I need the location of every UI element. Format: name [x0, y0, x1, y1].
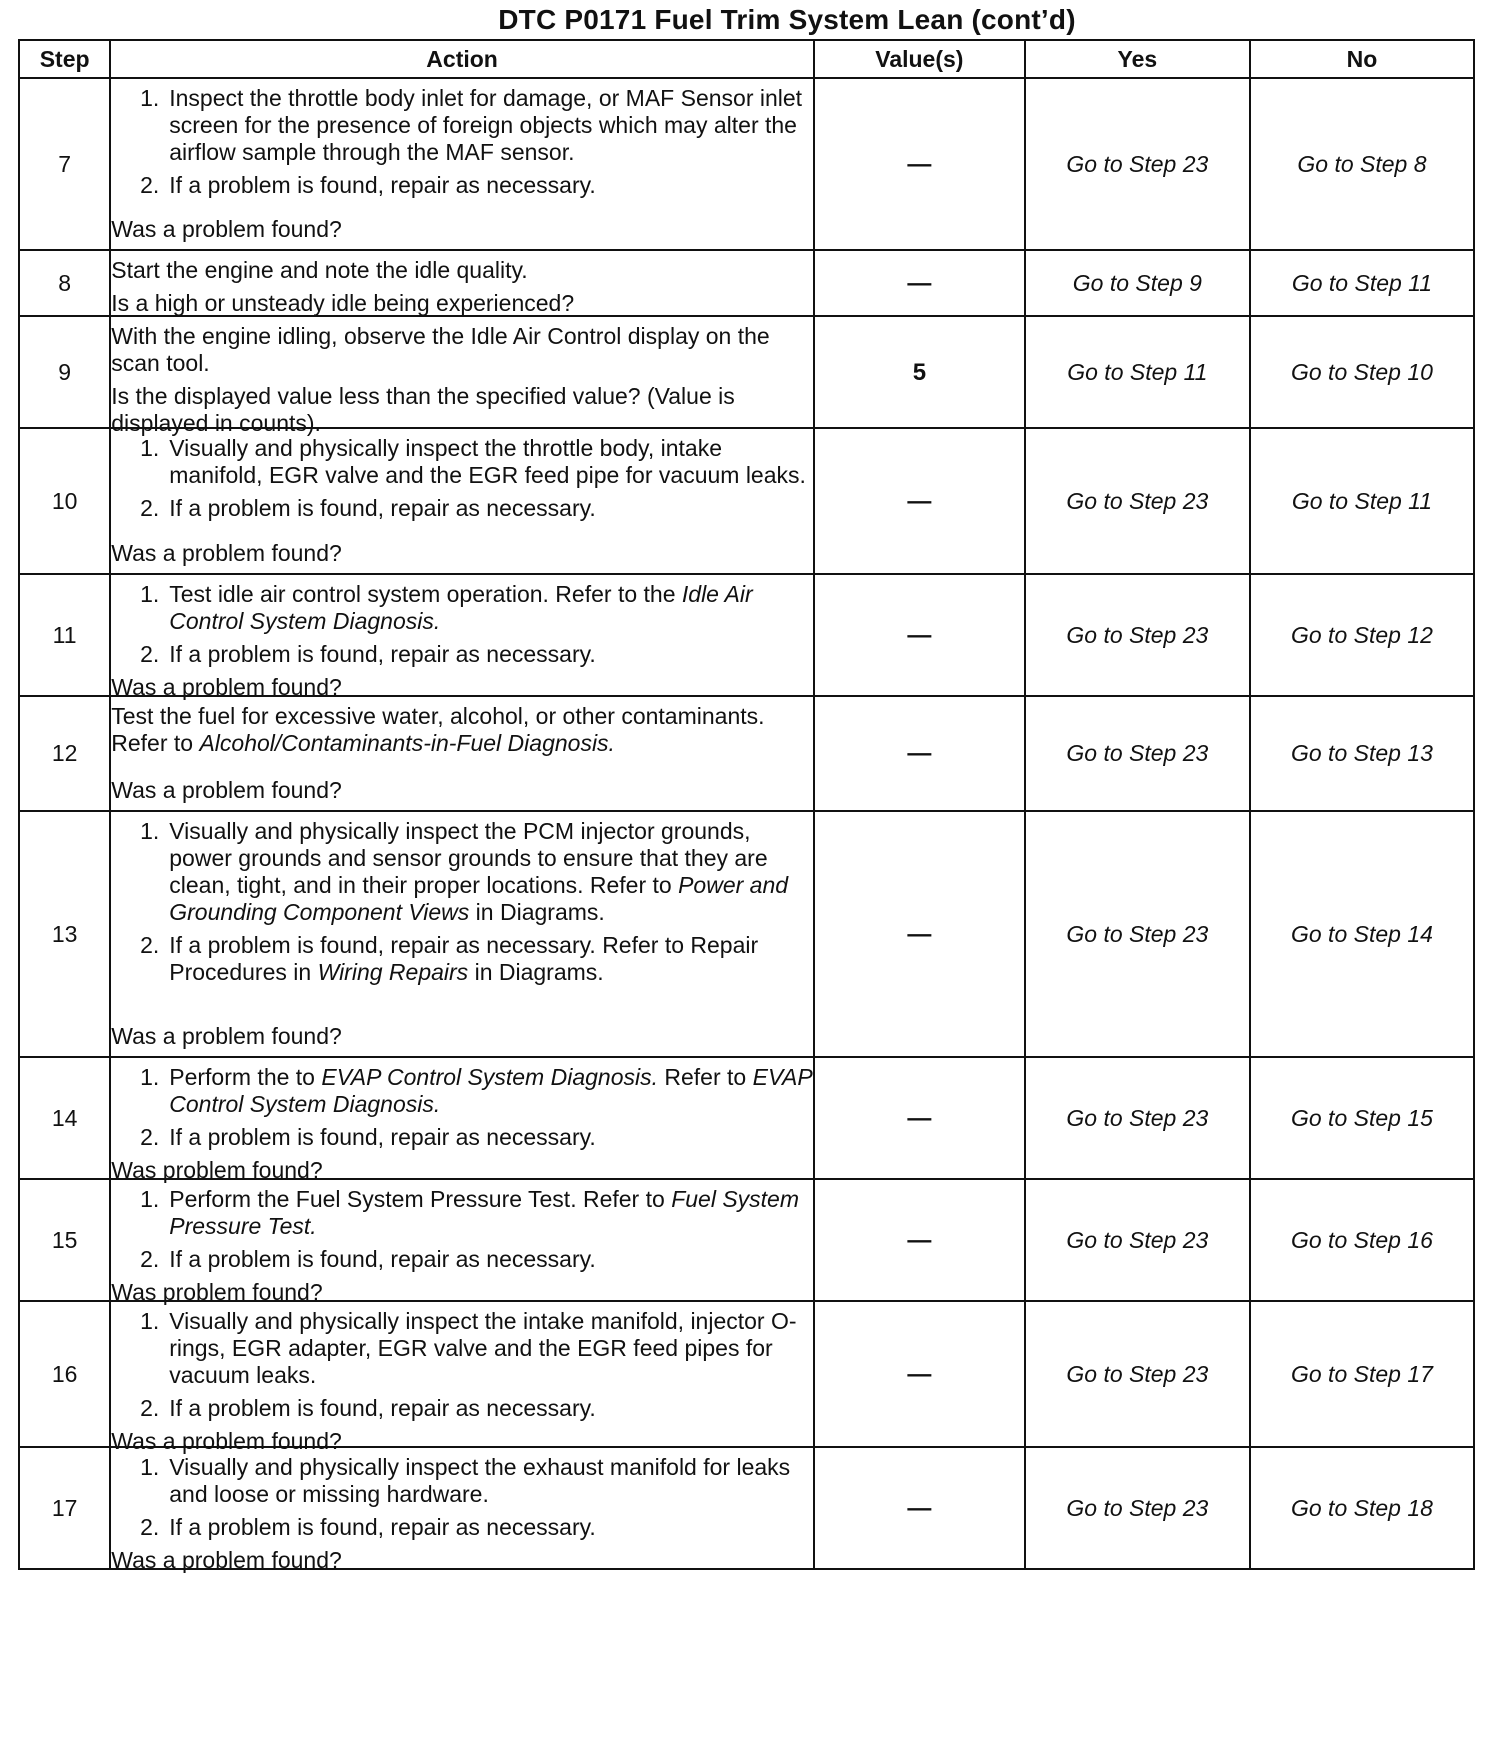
list-item-text: [169, 172, 813, 199]
list-number: 2.: [140, 1246, 160, 1272]
reference-link-text: Idle Air Control System Diagnosis.: [169, 581, 753, 634]
action-text: Test idle air control system operation. Refer to the: [169, 581, 682, 607]
list-item-text: [169, 85, 813, 166]
table-row: [19, 250, 1474, 316]
action-list: [111, 1308, 813, 1428]
step-number: 10: [19, 428, 110, 574]
list-item-text: [169, 495, 813, 522]
header-action: Action: [110, 40, 814, 78]
action-list: [111, 1064, 813, 1157]
value-cell: —: [814, 574, 1025, 696]
list-item-text: [169, 1395, 813, 1422]
action-question: Was a problem found?: [111, 1023, 342, 1049]
action-text: If a problem is found, repair as necessary.: [169, 641, 596, 667]
action-list-item: [111, 1186, 813, 1240]
header-row: [19, 40, 1474, 78]
list-number: 2.: [140, 172, 160, 198]
action-text: If a problem is found, repair as necessary.: [169, 1124, 596, 1150]
action-question: Was a problem found?: [111, 1547, 342, 1573]
action-question: Was a problem found?: [111, 777, 342, 803]
step-number: 16: [19, 1301, 110, 1447]
reference-link-text: Wiring Repairs: [317, 959, 469, 985]
action-cell: [110, 1447, 814, 1573]
yes-outcome: Go to Step 23: [1025, 696, 1250, 811]
action-text: If a problem is found, repair as necessary.: [169, 172, 596, 198]
table-row: [19, 428, 1474, 574]
action-list: [111, 581, 813, 674]
step-number: 13: [19, 811, 110, 1057]
action-list-item: [111, 1246, 813, 1273]
action-list-item: [111, 1514, 813, 1541]
action-content: [111, 1308, 813, 1454]
list-item-text: [169, 1454, 813, 1508]
yes-outcome: Go to Step 23: [1025, 1301, 1250, 1447]
list-number: 1.: [140, 1186, 160, 1212]
list-number: 1.: [140, 1454, 160, 1480]
value-cell: —: [814, 428, 1025, 574]
list-item-text: [169, 1186, 813, 1240]
value-cell: —: [814, 811, 1025, 1057]
action-content: [111, 1186, 813, 1305]
action-list-item: [111, 581, 813, 635]
action-cell: [110, 1057, 814, 1183]
action-text: Visually and physically inspect the intake manifold, injector O-rings, EGR adapter, EGR valve and the EGR feed pipes for vacuum leaks.: [169, 1308, 797, 1388]
table-row: [19, 1447, 1474, 1569]
list-item-text: [169, 818, 813, 926]
yes-outcome: Go to Step 11: [1025, 316, 1250, 428]
value-cell: —: [814, 1179, 1025, 1301]
action-question: Is a high or unsteady idle being experienced?: [111, 290, 575, 316]
table-row: [19, 574, 1474, 696]
action-question: Was a problem found?: [111, 540, 342, 566]
value-cell: —: [814, 250, 1025, 316]
reference-link-text: EVAP Control System Diagnosis.: [321, 1064, 658, 1090]
action-text: If a problem is found, repair as necessary.: [169, 1246, 596, 1272]
action-question: Was a problem found?: [111, 674, 342, 700]
list-item-text: [169, 932, 813, 986]
action-list-item: [111, 1308, 813, 1389]
table-row: [19, 78, 1474, 250]
step-number: 12: [19, 696, 110, 811]
step-number: 9: [19, 316, 110, 428]
action-paragraph: [111, 703, 813, 757]
action-text: With the engine idling, observe the Idle Air Control display on the scan tool.: [111, 323, 770, 376]
reference-link-text: Fuel System Pressure Test.: [169, 1186, 800, 1239]
action-text: in Diagrams.: [469, 899, 605, 925]
action-cell: [110, 250, 814, 316]
action-cell: [110, 1179, 814, 1305]
header-values: Value(s): [814, 40, 1025, 78]
table-row: [19, 811, 1474, 1057]
action-content: [111, 1064, 813, 1183]
action-cell: [110, 811, 814, 1057]
action-content: [111, 257, 813, 316]
list-number: 1.: [140, 85, 160, 111]
step-number: 11: [19, 574, 110, 696]
action-text: Inspect the throttle body inlet for damage, or MAF Sensor inlet screen for the presence of foreign objects which may alter the airflow sample through the MAF sensor.: [169, 85, 803, 165]
yes-outcome: Go to Step 23: [1025, 78, 1250, 250]
action-content: [111, 581, 813, 700]
action-list: [111, 1454, 813, 1547]
action-content: [111, 1454, 813, 1573]
action-question: Was a problem found?: [111, 216, 342, 242]
action-question: Was problem found?: [111, 1279, 323, 1305]
table-row: [19, 1179, 1474, 1301]
table-row: [19, 696, 1474, 811]
no-outcome: Go to Step 18: [1250, 1447, 1474, 1569]
action-paragraph: [111, 257, 813, 284]
action-text: Perform the to: [169, 1064, 322, 1090]
no-outcome: Go to Step 13: [1250, 696, 1474, 811]
yes-outcome: Go to Step 23: [1025, 574, 1250, 696]
action-text: Start the engine and note the idle quality.: [111, 257, 528, 283]
reference-link-text: Power and Grounding Component Views: [169, 872, 789, 925]
action-list-item: [111, 1064, 813, 1118]
table-row: [19, 316, 1474, 428]
action-cell: [110, 574, 814, 700]
header-yes: Yes: [1025, 40, 1250, 78]
step-number: 14: [19, 1057, 110, 1179]
step-number: 7: [19, 78, 110, 250]
action-text: in Diagrams.: [468, 959, 604, 985]
action-cell: [110, 428, 814, 574]
no-outcome: Go to Step 11: [1250, 250, 1474, 316]
no-outcome: Go to Step 14: [1250, 811, 1474, 1057]
step-number: 15: [19, 1179, 110, 1301]
reference-link-text: Alcohol/Contaminants-in-Fuel Diagnosis.: [199, 730, 615, 756]
list-item-text: [169, 435, 813, 489]
action-list-item: [111, 818, 813, 926]
list-item-text: [169, 641, 813, 668]
action-list-item: [111, 435, 813, 489]
value-cell: —: [814, 696, 1025, 811]
action-cell: [110, 696, 814, 811]
value-cell: —: [814, 1301, 1025, 1447]
action-list: [111, 1186, 813, 1279]
action-content: [111, 818, 813, 1050]
action-text: If a problem is found, repair as necessary.: [169, 495, 596, 521]
list-number: 2.: [140, 641, 160, 667]
no-outcome: Go to Step 10: [1250, 316, 1474, 428]
reference-link-text: EVAP Control System Diagnosis.: [169, 1064, 812, 1117]
header-no: No: [1250, 40, 1474, 78]
action-list: [111, 435, 813, 528]
action-list-item: [111, 172, 813, 199]
step-number: 17: [19, 1447, 110, 1569]
yes-outcome: Go to Step 9: [1025, 250, 1250, 316]
list-number: 1.: [140, 818, 160, 844]
action-text: If a problem is found, repair as necessary.: [169, 1514, 596, 1540]
action-paragraph: [111, 323, 813, 377]
no-outcome: Go to Step 17: [1250, 1301, 1474, 1447]
action-list-item: [111, 1395, 813, 1422]
action-text: Visually and physically inspect the throttle body, intake manifold, EGR valve and the EGR feed pipe for vacuum leaks.: [169, 435, 806, 488]
value-cell: 5: [814, 316, 1025, 428]
list-number: 1.: [140, 1064, 160, 1090]
yes-outcome: Go to Step 23: [1025, 811, 1250, 1057]
step-number: 8: [19, 250, 110, 316]
action-cell: [110, 316, 814, 436]
list-item-text: [169, 1124, 813, 1151]
page-title: DTC P0171 Fuel Trim System Lean (cont’d): [498, 4, 1076, 35]
action-list-item: [111, 495, 813, 522]
list-number: 2.: [140, 1124, 160, 1150]
diagnostic-table: [18, 39, 1475, 1573]
action-text: Refer to: [658, 1064, 753, 1090]
action-content: [111, 323, 813, 436]
list-item-text: [169, 1246, 813, 1273]
action-text: Visually and physically inspect the exhaust manifold for leaks and loose or missing hardware.: [169, 1454, 791, 1507]
list-number: 1.: [140, 1308, 160, 1334]
action-text: Visually and physically inspect the PCM injector grounds, power grounds and sensor grounds to ensure that they are clean, tight, and in their proper locations. Refer to: [169, 818, 768, 898]
list-item-text: [169, 581, 813, 635]
table-row: [19, 1301, 1474, 1447]
action-question: Is the displayed value less than the specified value? (Value is displayed in counts).: [111, 383, 735, 436]
value-cell: —: [814, 1057, 1025, 1179]
action-list: [111, 85, 813, 205]
action-list-item: [111, 85, 813, 166]
action-text: Perform the Fuel System Pressure Test. Refer to: [169, 1186, 672, 1212]
action-content: [111, 703, 813, 804]
header-step: Step: [19, 40, 110, 78]
action-text: If a problem is found, repair as necessary.: [169, 1395, 596, 1421]
table-row: [19, 1057, 1474, 1179]
list-number: 2.: [140, 1395, 160, 1421]
list-item-text: [169, 1064, 813, 1118]
action-cell: [110, 1301, 814, 1454]
action-list: [111, 818, 813, 992]
no-outcome: Go to Step 15: [1250, 1057, 1474, 1179]
list-number: 2.: [140, 1514, 160, 1540]
action-list-item: [111, 932, 813, 986]
action-list-item: [111, 641, 813, 668]
action-list-item: [111, 1124, 813, 1151]
action-text: If a problem is found, repair as necessary. Refer to Repair Procedures in: [169, 932, 759, 985]
no-outcome: Go to Step 12: [1250, 574, 1474, 696]
no-outcome: Go to Step 16: [1250, 1179, 1474, 1301]
yes-outcome: Go to Step 23: [1025, 1057, 1250, 1179]
action-list-item: [111, 1454, 813, 1508]
no-outcome: Go to Step 11: [1250, 428, 1474, 574]
list-item-text: [169, 1514, 813, 1541]
action-question: Was problem found?: [111, 1157, 323, 1183]
list-item-text: [169, 1308, 813, 1389]
list-number: 2.: [140, 495, 160, 521]
action-content: [111, 85, 813, 243]
list-number: 1.: [140, 435, 160, 461]
value-cell: —: [814, 78, 1025, 250]
yes-outcome: Go to Step 23: [1025, 428, 1250, 574]
value-cell: —: [814, 1447, 1025, 1569]
yes-outcome: Go to Step 23: [1025, 1447, 1250, 1569]
action-text: Test the fuel for excessive water, alcohol, or other contaminants. Refer to: [111, 703, 765, 756]
yes-outcome: Go to Step 23: [1025, 1179, 1250, 1301]
action-cell: [110, 78, 814, 250]
action-question: Was a problem found?: [111, 1428, 342, 1454]
list-number: 1.: [140, 581, 160, 607]
list-number: 2.: [140, 932, 160, 958]
no-outcome: Go to Step 8: [1250, 78, 1474, 250]
action-content: [111, 435, 813, 567]
